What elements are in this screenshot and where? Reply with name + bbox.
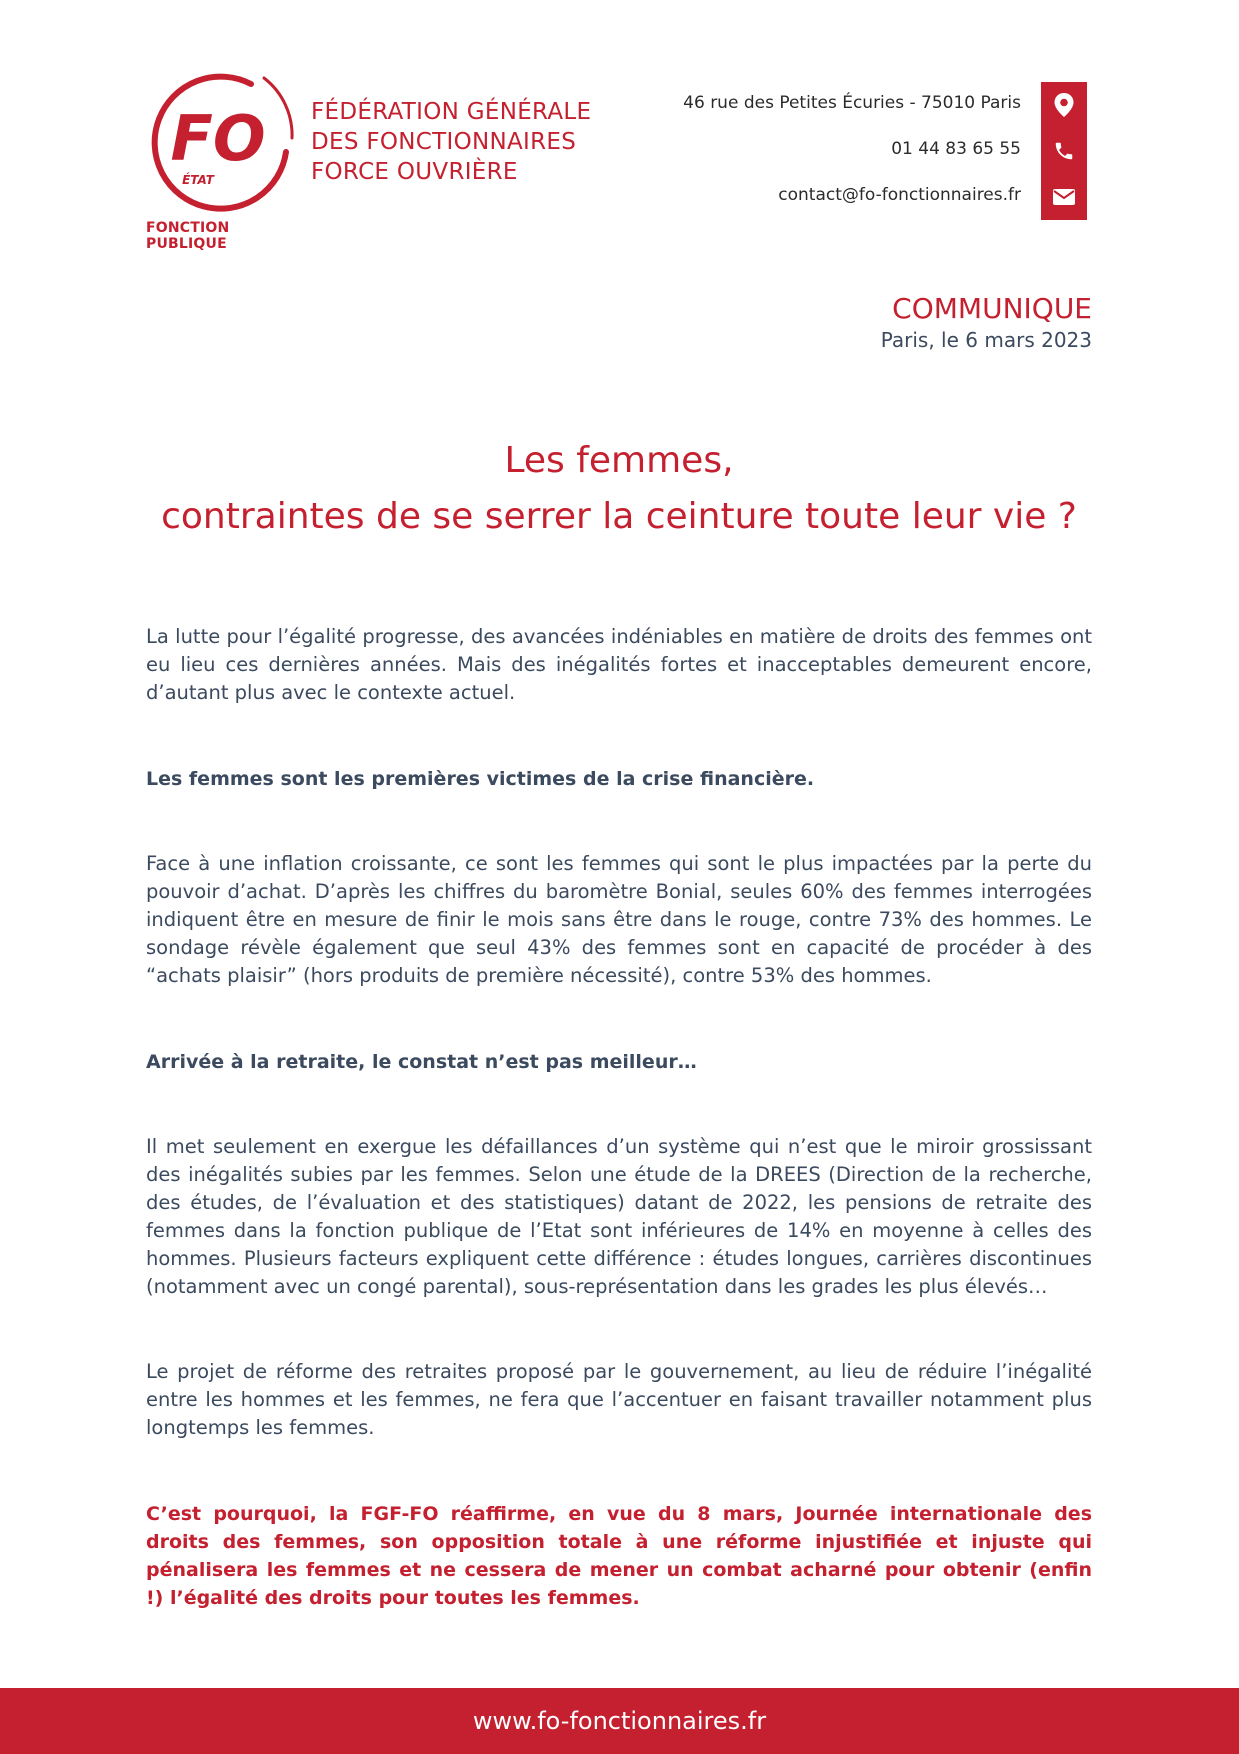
org-line-2: DES FONCTIONNAIRES (311, 129, 577, 155)
org-line-1: FÉDÉRATION GÉNÉRALE (311, 99, 592, 125)
communique-block (881, 292, 1092, 354)
contact-phone (607, 128, 1087, 174)
fo-logo (146, 66, 296, 216)
reform-paragraph: Le projet de réforme des retraites proposé par le gouvernement, au lieu de réduire l’inégalité entre les hommes et les femmes, ne fera que l’accentuer en faisant travailler notamment plus longtemps les femmes. (146, 1360, 1092, 1439)
phone-icon (1041, 128, 1087, 174)
address-text: 46 rue des Petites Écuries - 75010 Paris (683, 93, 1021, 113)
closing-statement: C’est pourquoi, la FGF-FO réaffirme, en vue du 8 mars, Journée internationale des droits des femmes, son opposition totale à une réforme injustifiée et injuste qui pénalisera les femmes et ne cessera de mener un combat acharné pour obtenir (enfin !) l’égalité des droits pour toutes les femmes. (146, 1503, 1092, 1609)
logo-caption: FONCTION PUBLIQUE (146, 220, 230, 252)
mail-icon (1041, 174, 1087, 220)
intro-paragraph: La lutte pour l’égalité progresse, des avancées indéniables en matière de droits des femmes ont eu lieu ces dernières années. Mais des inégalités fortes et inacceptables demeurent encore, d’autant plus avec le contexte actuel. (146, 625, 1092, 704)
footer-bar (0, 1688, 1239, 1754)
website-link[interactable]: www.fo-fonctionnaires.fr (472, 1707, 767, 1735)
section-heading-crisis: Les femmes sont les premières victimes de la crise financière. (146, 768, 815, 790)
email-text[interactable]: contact@fo-fonctionnaires.fr (778, 185, 1021, 205)
title-line-2: contraintes de se serrer la ceinture toute leur vie ? (161, 496, 1077, 537)
communique-date: Paris, le 6 mars 2023 (880, 328, 1092, 352)
contact-address (607, 82, 1087, 128)
fo-logo-emblem (146, 66, 296, 216)
logo-letters: FO (170, 102, 266, 175)
org-line-3: FORCE OUVRIÈRE (311, 159, 518, 185)
section-heading-retirement: Arrivée à la retraite, le constat n’est pas meilleur… (146, 1051, 697, 1073)
communique-label: COMMUNIQUE (892, 292, 1092, 325)
phone-text: 01 44 83 65 55 (891, 139, 1021, 159)
organization-name (311, 97, 591, 187)
drees-paragraph: Il met seulement en exergue les défaillances d’un système qui n’est que le miroir grossissant des inégalités subies par les femmes. Selon une étude de la DREES (Direction de la recherche, des études, de l’évaluation et des statistiques) datant de 2022, les pensions de retraite des femmes dans la fonction publique de l’Etat sont inférieures de 14% en moyenne à celles des hommes. Plusieurs facteurs expliquent cette différence : études longues, carrières discontinues (notamment avec un congé parental), sous-représentation dans les grades les plus élevés… (146, 1135, 1092, 1298)
document-title (146, 433, 1092, 545)
inflation-paragraph: Face à une inflation croissante, ce sont les femmes qui sont le plus impactées par la perte du pouvoir d’achat. D’après les chiffres du baromètre Bonial, seules 60% des femmes interrogées indiquent être en mesure de finir le mois sans être dans le rouge, contre 73% des hommes. Le sondage révèle également que seul 43% des femmes sont en capacité de procéder à des “achats plaisir” (hors produits de première nécessité), contre 53% des hommes. (146, 852, 1092, 987)
title-line-1: Les femmes, (504, 440, 734, 481)
location-pin-icon (1041, 82, 1087, 128)
logo-sub: ÉTAT (182, 173, 214, 187)
contact-email (607, 174, 1087, 220)
contact-block (607, 82, 1087, 220)
